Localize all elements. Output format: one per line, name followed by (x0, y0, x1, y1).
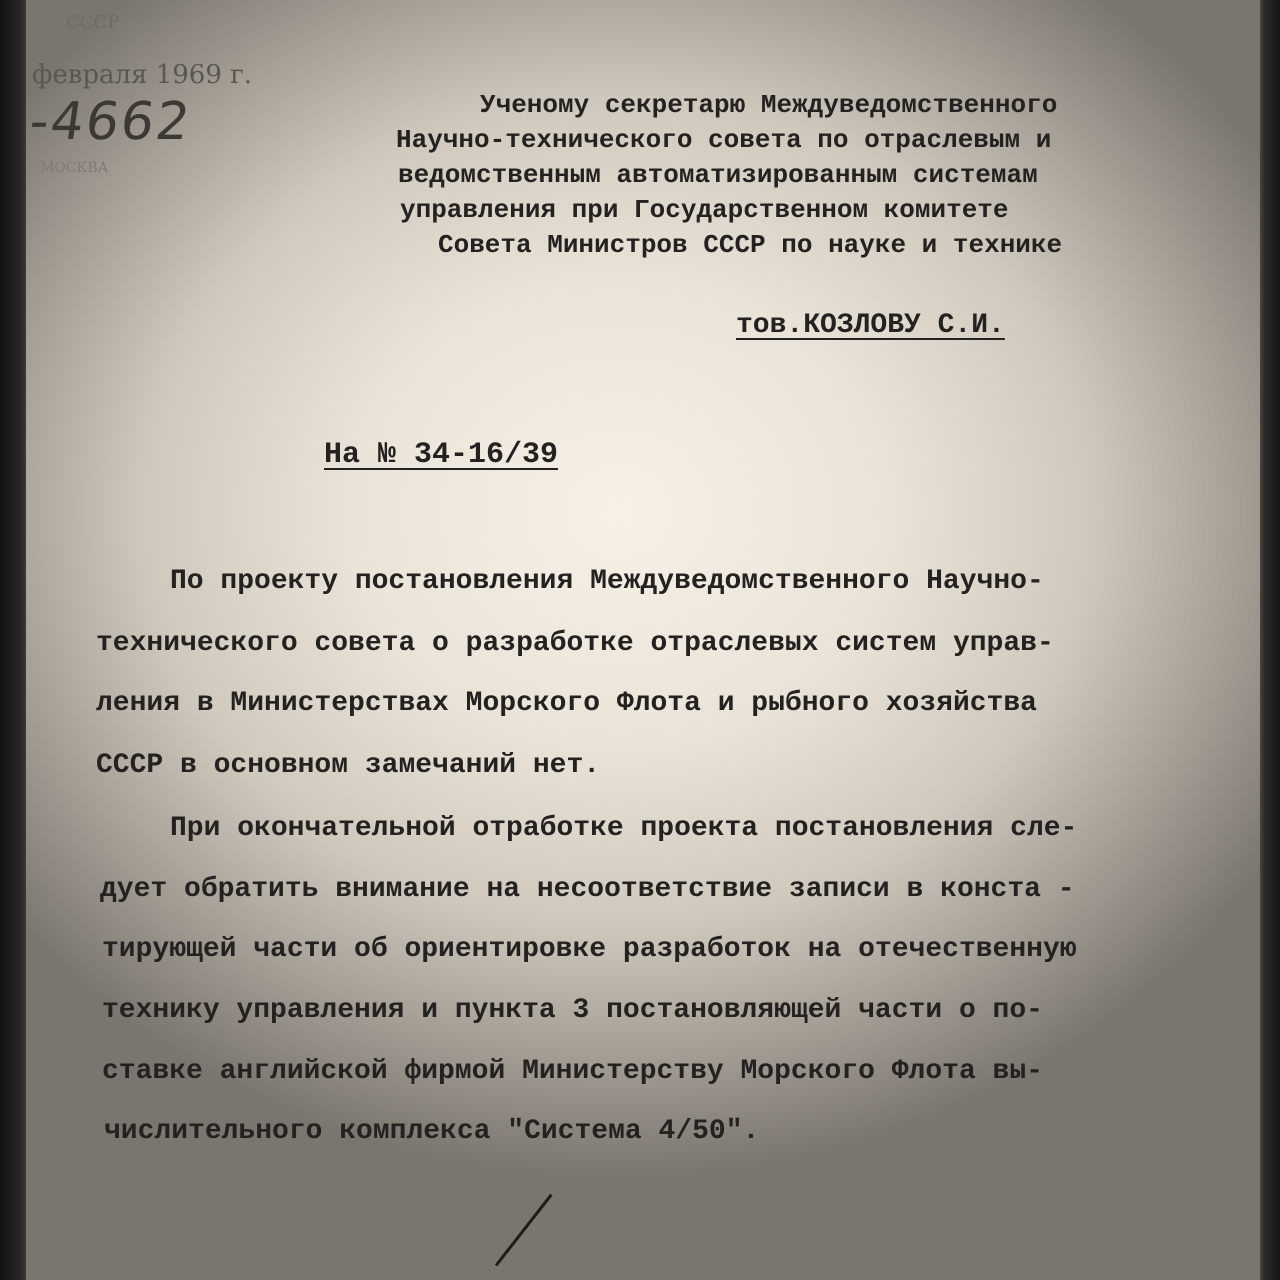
addressee-line: Научно-технического совета по отраслевым и (396, 125, 1052, 155)
body-line: тирующей части об ориентировке разработок на отечественную (102, 934, 1077, 965)
stamp-country: СССР (66, 12, 120, 33)
addressee-line: Совета Министров СССР по науке и технике (438, 230, 1063, 260)
body-line: технического совета о разработке отраслевых систем управ- (96, 628, 1054, 659)
addressee-line: ведомственным автоматизированным системам (398, 160, 1038, 190)
right-edge-shadow (1258, 0, 1280, 1280)
body-line: технику управления и пункта 3 постановляющей части о по- (102, 995, 1043, 1026)
document-sheet (26, 0, 1260, 1280)
addressee-line: Ученому секретарю Междуведомственного (480, 90, 1058, 120)
body-line: ления в Министерствах Морского Флота и рыбного хозяйства (96, 688, 1037, 719)
stamp-date: февраля 1969 г. (32, 60, 253, 90)
addressee-name: тов.КОЗЛОВУ С.И. (736, 310, 1005, 341)
body-line: ставке английской фирмой Министерству Морского Флота вы- (102, 1056, 1043, 1087)
pen-stroke (495, 1194, 553, 1267)
addressee-line: управления при Государственном комитете (400, 195, 1009, 225)
body-line: дует обратить внимание на несоответствие записи в конста - (100, 874, 1075, 905)
stamp-city: МОСКВА (40, 160, 109, 176)
body-line: числительного комплекса "Система 4/50". (104, 1116, 760, 1147)
body-line: При окончательной отработке проекта постановления сле- (170, 813, 1078, 844)
document-number: -4662 (25, 92, 196, 152)
body-line: По проекту постановления Междуведомственного Научно- (170, 566, 1044, 597)
body-line: СССР в основном замечаний нет. (96, 750, 601, 781)
reference-number: На № 34-16/39 (324, 438, 559, 472)
